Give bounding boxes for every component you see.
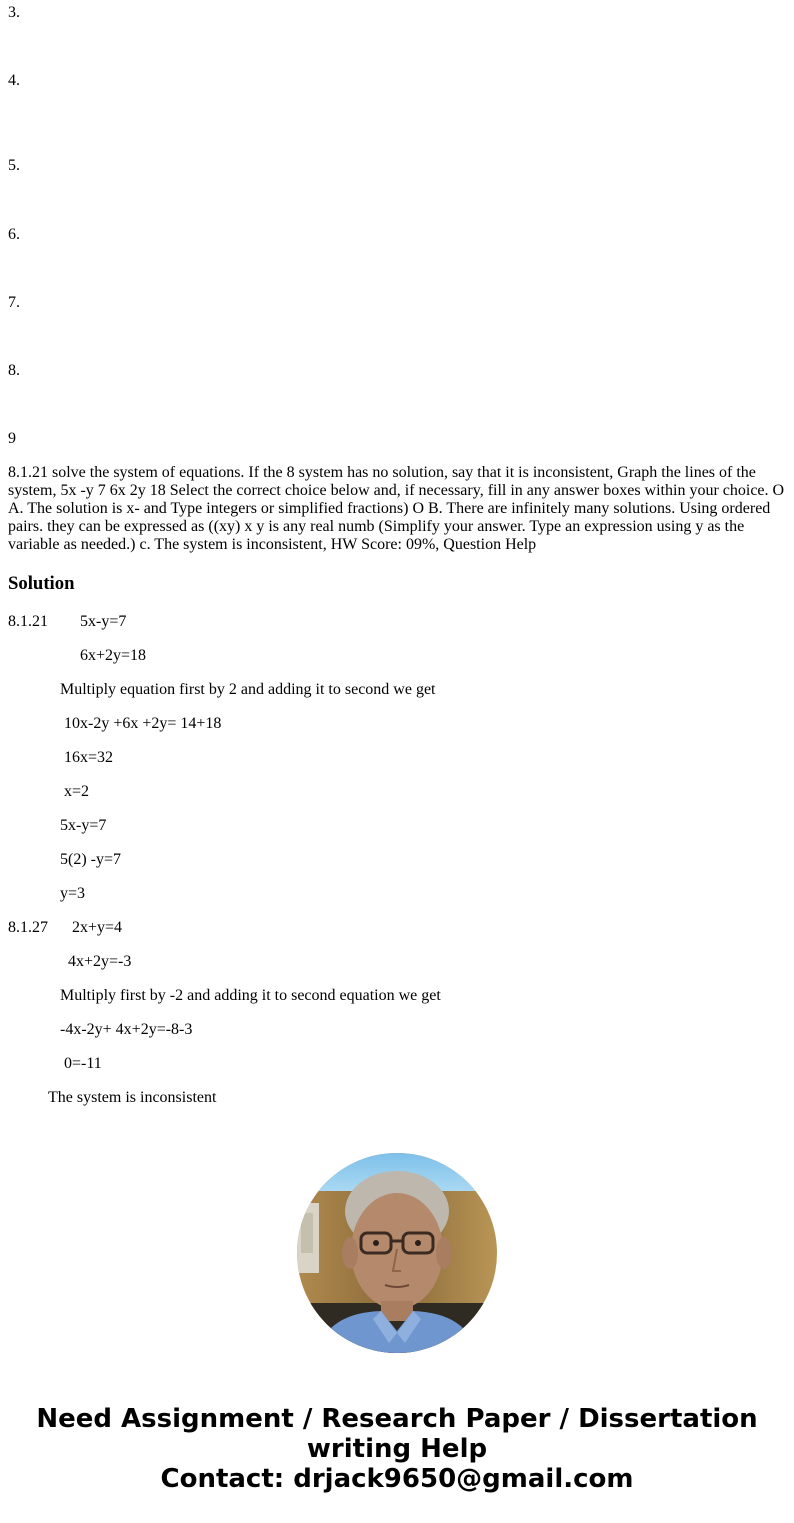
solution-line: 4x+2y=-3 [68,953,132,970]
list-number-8: 8. [8,362,20,379]
solution-line: 5(2) -y=7 [60,851,122,868]
list-number-3: 3. [8,4,20,21]
promo-line: Need Assignment / Research Paper / Dissertation [36,1404,758,1434]
solution-line: 6x+2y=18 [80,647,147,664]
solution-line: y=3 [60,885,86,902]
promo-contact: Contact: drjack9650@gmail.com [160,1464,634,1494]
promo-line: writing Help [306,1434,488,1464]
solution-line: 16x=32 [64,749,114,766]
list-number-5: 5. [8,157,20,174]
list-number-7: 7. [8,294,20,311]
list-number-6: 6. [8,226,20,243]
solution-line: x=2 [64,783,90,800]
list-number-4: 4. [8,72,20,89]
list-number-9: 9 [8,430,16,447]
solution-line: The system is inconsistent [48,1089,217,1106]
solution-line: 8.1.27 2x+y=4 [8,919,123,936]
tutor-avatar [297,1153,497,1353]
solution-line: Multiply equation first by 2 and adding it to second we get [60,681,436,698]
question-text: 8.1.21 solve the system of equations. If the 8 system has no solution, say that it is inconsistent, Graph the lines of the system, 5x -y 7 6x 2y 18 Select the correct choice below and, if necessary, fill in any answer boxes within your choice. O A. The solution is x- and Type integers or simplified fractions) O B. There are infinitely many solutions. Using ordered pairs. they can be expressed as ((xy) x y is any real numb (Simplify your answer. Type an expression using y as the variable as needed.) c. The system is inconsistent, HW Score: 09%, Question Help [8,464,785,553]
solution-line: Multiply first by -2 and adding it to second equation we get [60,987,441,1004]
solution-line: 10x-2y +6x +2y= 14+18 [64,715,222,732]
promo-banner [0,1404,794,1494]
solution-heading: Solution [8,573,75,594]
tutor-portrait-icon [297,1153,497,1353]
solution-line: 0=-11 [64,1055,102,1072]
solution-line: 5x-y=7 [60,817,107,834]
solution-line: 8.1.21 5x-y=7 [8,613,127,630]
solution-line: -4x-2y+ 4x+2y=-8-3 [60,1021,193,1038]
